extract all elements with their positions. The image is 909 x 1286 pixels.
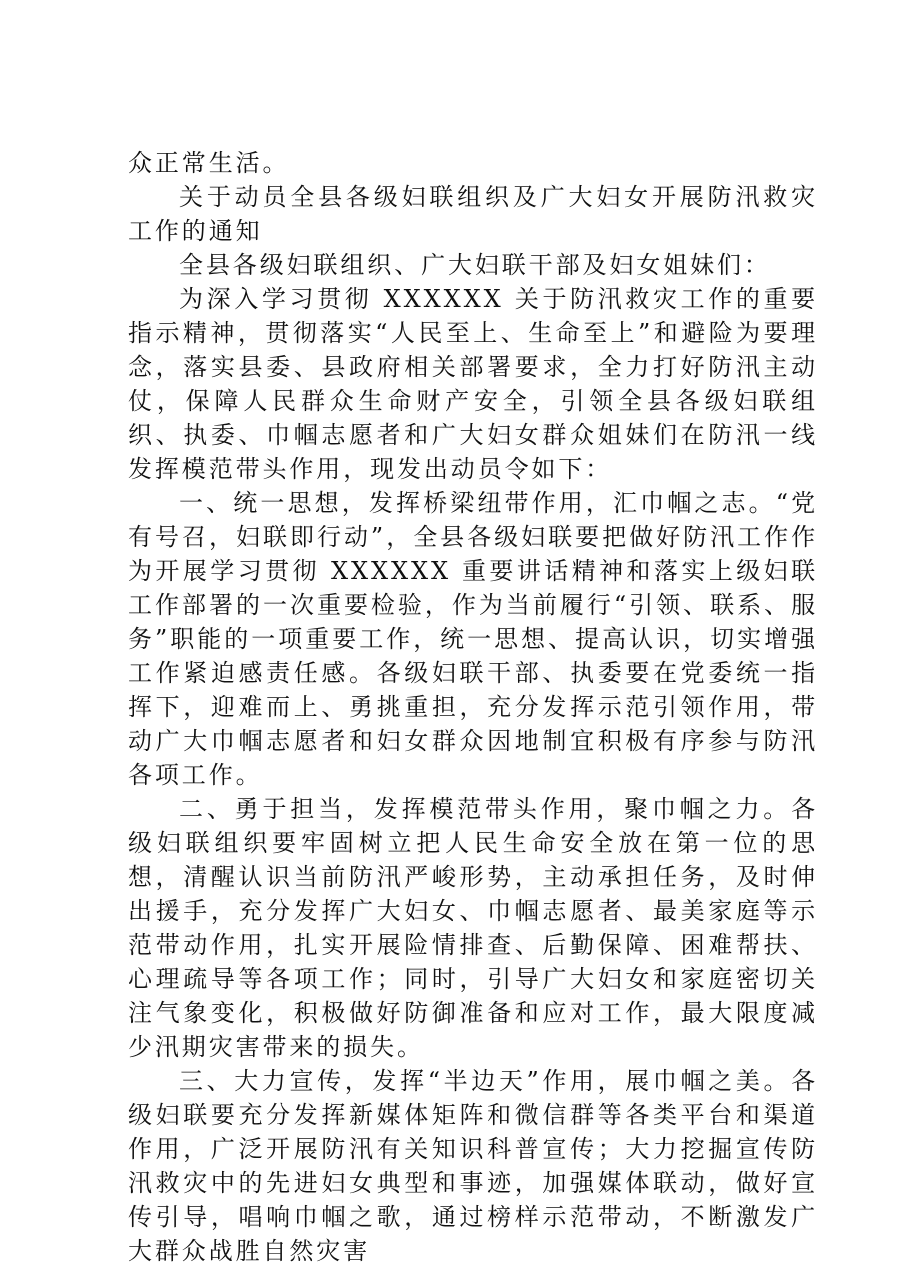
salutation: 全县各级妇联组织、广大妇联干部及妇女姐妹们： [179,251,771,279]
notice-title: 关于动员全县各级妇联组织及广大妇女开展防汛救灾工作的通知 [128,183,818,245]
paragraph-section-one: 一、统一思想，发挥桥梁纽带作用，汇巾帼之志。“党有号召，妇联即行动”，全县各级妇联要把做好防汛工作作为开展学习贯彻 XXXXXX 重要讲话精神和落实上级妇联工作部署的一次重要检验，作为当前履行“引领、联系、服务”职能的一项重要工作，统一思想、提高认识，切实增强工作紧迫感责任感。各级妇联干部、执委要在党委统一指挥下，迎难而上、勇挑重担，充分发挥示范引领作用，带动广大巾帼志愿者和妇女群众因地制宜积极有序参与防汛各项工作。 [128,489,818,789]
paragraph-continuation: 众正常生活。 [128,149,290,177]
document-body [128,146,818,1268]
paragraph-intro: 为深入学习贯彻 XXXXXX 关于防汛救灾工作的重要指示精神，贯彻落实“人民至上、生命至上”和避险为要理念，落实县委、县政府相关部署要求，全力打好防汛主动仗，保障人民群众生命财产安全，引领全县各级妇联组织、执委、巾帼志愿者和广大妇女群众姐妹们在防汛一线发挥模范带头作用，现发出动员令如下： [128,285,818,483]
paragraph-section-two: 二、勇于担当，发挥模范带头作用，聚巾帼之力。各级妇联组织要牢固树立把人民生命安全放在第一位的思想，清醒认识当前防汛严峻形势，主动承担任务，及时伸出援手，充分发挥广大妇女、巾帼志愿者、最美家庭等示范带动作用，扎实开展险情排查、后勤保障、困难帮扶、心理疏导等各项工作；同时，引导广大妇女和家庭密切关注气象变化，积极做好防御准备和应对工作，最大限度减少汛期灾害带来的损失。 [128,795,818,1061]
paragraph-section-three: 三、大力宣传，发挥“半边天”作用，展巾帼之美。各级妇联要充分发挥新媒体矩阵和微信群等各类平台和渠道作用，广泛开展防汛有关知识科普宣传；大力挖掘宣传防汛救灾中的先进妇女典型和事迹，加强媒体联动，做好宣传引导，唱响巾帼之歌，通过榜样示范带动，不断激发广大群众战胜自然灾害 [128,1067,818,1265]
